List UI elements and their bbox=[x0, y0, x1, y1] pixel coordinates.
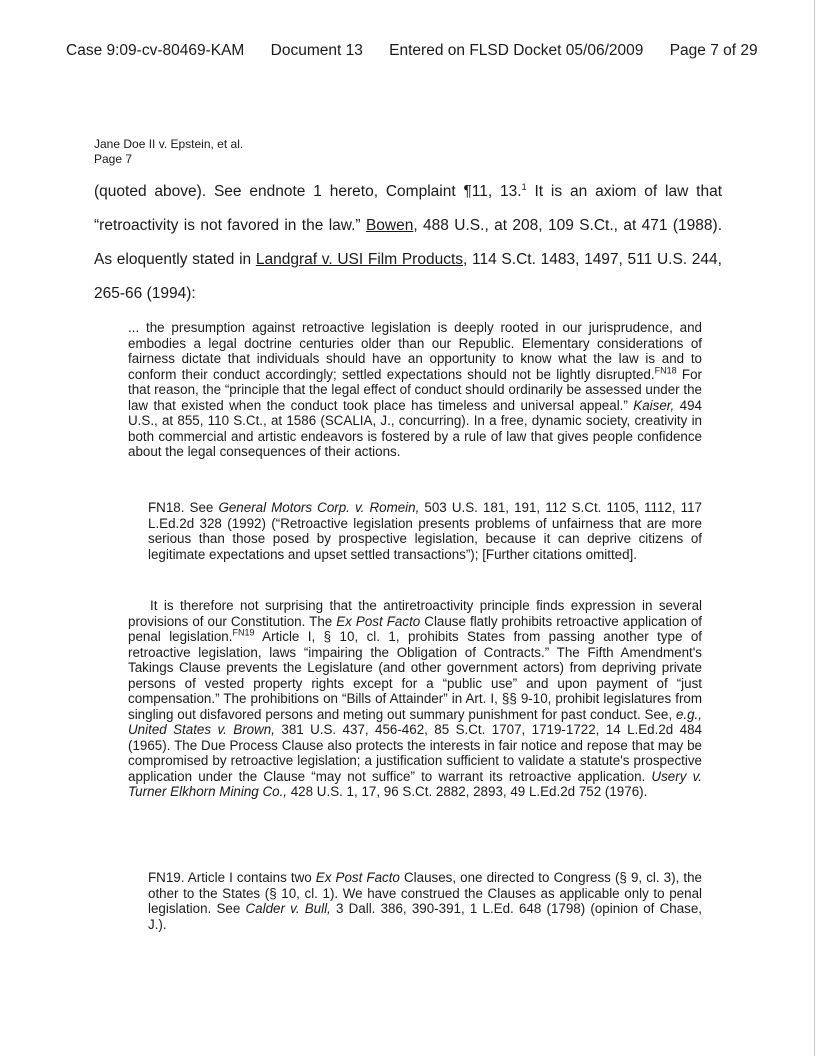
paragraph-text: Article I, § 10, cl. 1, prohibits States from passing another type of retroactive legislation, laws “impairing the Obligation of Contracts.” The Fifth Amendment's Takings Clause prevents the Legislature (and other government actors) from depriving private persons of vested property rights except for a “public use” and upon payment of “just compensation.” The prohibitions on “Bills of Attainder” in Art. I, §§ 9-10, prohibit legislatures from singling out disfavored persons and meting out summary punishment for past conduct. See, bbox=[128, 629, 702, 722]
quote-text: ... the presumption against retroactive legislation is deeply rooted in our jurisprudence, and embodies a legal doctrine centuries older than our Republic. Elementary considerations of fairness dictate that individuals should have an opportunity to know what the law is and to conform their conduct accordingly; settled expectations should not be lightly disrupted. bbox=[128, 320, 702, 382]
paragraph-text: Clause flatly prohibits retroactive application of penal legislation. bbox=[128, 613, 702, 644]
block-quote bbox=[128, 320, 702, 460]
footnote-fn18 bbox=[148, 500, 702, 562]
body-paragraph bbox=[94, 175, 722, 311]
citation-calder: Calder v. Bull, bbox=[245, 901, 331, 916]
paragraph-text: 428 U.S. 1, 17, 96 S.Ct. 2882, 2893, 49 L.Ed.2d 752 (1976). bbox=[287, 784, 648, 799]
citation-bowen: Bowen bbox=[365, 217, 414, 234]
quote-text: 494 U.S., at 855, 110 S.Ct., at 1586 (SCALIA, J., concurring). In a free, dynamic society, creativity in both commercial and artistic endeavors is fostered by a rule of law that gives people confidence about the legal consequences of their actions. bbox=[128, 397, 703, 459]
quoted-paragraph bbox=[128, 598, 702, 800]
quote-text: For that reason, the “principle that the legal effect of conduct should ordinarily be assessed under the law that existed when the conduct took place has timeless and universal appeal.” bbox=[128, 366, 702, 413]
case-caption bbox=[94, 137, 243, 167]
footnote-text: Clauses, one directed to Congress (§ 9, cl. 3), the other to the States (§ 10, cl. 1). We have construed the Clauses as applicable only to penal legislation. See bbox=[148, 870, 703, 916]
footnote-text: 3 Dall. 386, 390-391, 1 L.Ed. 648 (1798) (opinion of Chase, J.). bbox=[148, 901, 703, 932]
footnote-ref-fn19: FN19 bbox=[232, 627, 255, 638]
ex-post-facto: Ex Post Facto bbox=[336, 613, 421, 629]
docket-header bbox=[66, 42, 756, 60]
footnote-ref-fn18: FN18 bbox=[654, 365, 677, 376]
citation-romein: General Motors Corp. v. Romein, bbox=[218, 500, 420, 515]
citation-brown: e.g., United States v. Brown, bbox=[128, 706, 702, 737]
docket-entry: Entered on FLSD Docket 05/06/2009 bbox=[389, 42, 644, 59]
page-edge-line bbox=[814, 0, 815, 1056]
page-count: Page 7 of 29 bbox=[669, 42, 758, 59]
footnote-text: FN19. Article I contains two bbox=[148, 870, 316, 885]
caption-title: Jane Doe II v. Epstein, et al. bbox=[94, 137, 244, 151]
footnote-text: FN18. See bbox=[148, 500, 219, 515]
ex-post-facto: Ex Post Facto bbox=[315, 870, 400, 885]
citation-kaiser: Kaiser, bbox=[633, 397, 675, 413]
paragraph-text: 381 U.S. 437, 456-462, 85 S.Ct. 1707, 1719-1722, 14 L.Ed.2d 484 (1965). The Due Process Clause also protects the interests in fair notice and repose that may be compromised by retroactive legislation; a justification sufficient to validate a statute's prospective application under the Clause “may not suffice” to warrant its retroactive application. bbox=[128, 722, 702, 784]
endnote-ref: 1 bbox=[521, 181, 527, 192]
caption-page: Page 7 bbox=[94, 152, 133, 166]
body-text: (quoted above). See endnote 1 hereto, Complaint ¶11, 13. bbox=[94, 183, 522, 200]
footnote-fn19 bbox=[148, 870, 702, 932]
citation-usery: Usery v. Turner Elkhorn Mining Co., bbox=[128, 768, 702, 799]
body-text: , 114 S.Ct. 1483, 1497, 511 U.S. 244, 265-66 (1994): bbox=[94, 251, 722, 302]
case-number: Case 9:09-cv-80469-KAM bbox=[66, 42, 245, 59]
body-text: , 488 U.S., at 208, 109 S.Ct., at 471 (1988). As eloquently stated in bbox=[94, 217, 722, 268]
document-number: Document 13 bbox=[270, 42, 363, 59]
footnote-text: 503 U.S. 181, 191, 112 S.Ct. 1105, 1112, 117 L.Ed.2d 328 (1992) (“Retroactive legislation presents problems of unfairness that are more serious than those posed by prospective legislation, because it can deprive citizens of legitimate expectations and upset settled transactions”); [Further citations omitted]. bbox=[148, 500, 702, 562]
paragraph-text: It is therefore not surprising that the antiretroactivity principle finds expression in several provisions of our Constitution. The bbox=[128, 598, 702, 629]
citation-landgraf: Landgraf v. USI Film Products bbox=[255, 251, 464, 268]
body-text: It is an axiom of law that “retroactivity is not favored in the law.” bbox=[94, 183, 722, 234]
